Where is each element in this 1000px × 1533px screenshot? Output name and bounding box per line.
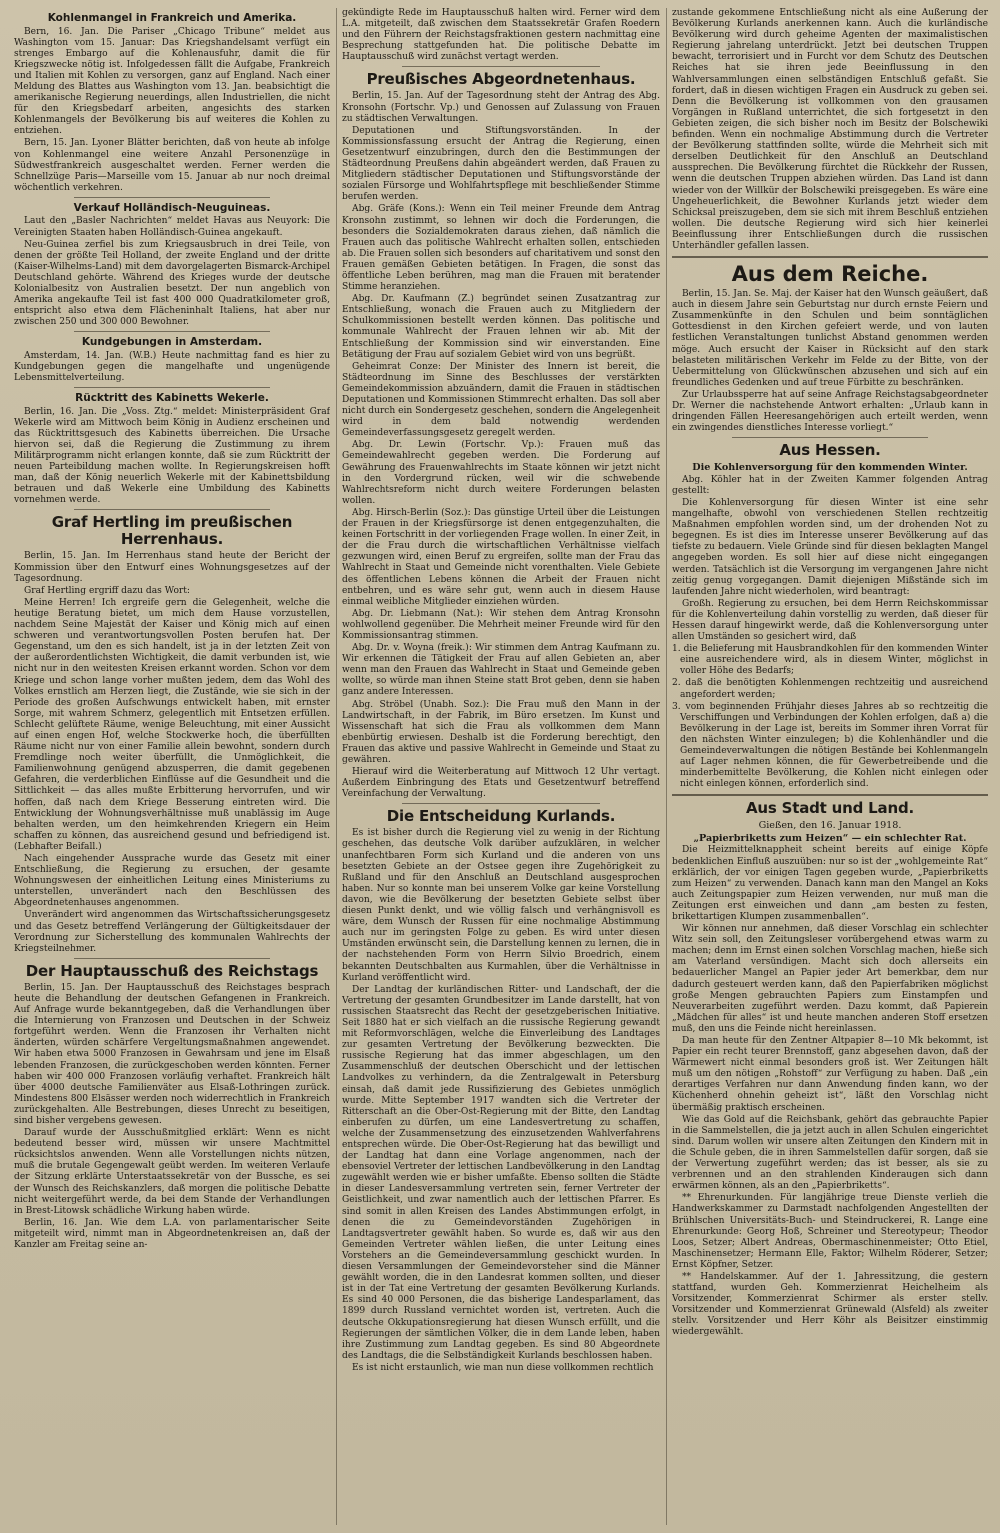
paragraph: gekündigte Rede im Hauptausschuß halten wird. Ferner wird dem L.A. mitgeteilt, daß zwischen dem Staatssekretär Grafen Roedern und den Führern der Reichstagsfraktionen gestern nachmittag eine Besprechung stattgefunden hat. Die politische Debatte im Hauptausschuß wird zunächst vertagt werden. (342, 8, 660, 63)
paragraph: Es ist nicht erstaunlich, wie man nun diese vollkommen rechtlich (352, 1362, 654, 1373)
paragraph: zustande gekommene Entschließung nicht als eine Äußerung der Bevölkerung Kurlands anerkennen kann. Auch die kurländische Bevölkerung wird durch geheime Agenten der maximalistischen Regierung jahrelang unterdrückt. Jetzt bei deutschen Truppen bewacht, terrorisiert und in Furcht vor dem Schutz des Deutschen Reiches hat sie ihren jede Beeinflussung in den Wahlversammlungen einen selbständigen Entschluß gefaßt. Sie fordert, daß in diesen wichtigen Fragen ein Ausdruck zu geben sei. Denn die Bevölkerung ist vollkommen von den grausamen Vorgängen in Rußland unterrichtet, die sich fortgesetzt in den Gebieten zeigen, die sich bisher noch im Besitz der Bolschewiki befinden. Wenn ein nochmalige Abstimmung durch die Vertreter der Bevölkerung stattfinden sollte, würde die Mehrheit sich mit derselben Deutlichkeit für den Anschluß an Deutschland aussprechen. Die Bevölkerung fürchtet die Rückkehr der Russen, wenn die deutschen Truppen abziehen würden. Das Land ist dann wieder von der Willkür der Bolschewiki preisgegeben. Es wäre eine Ungeheuerlichkeit, die Bewohner Kurlands jetzt wieder dem Schicksal preiszugeben, dem sie sich mit ihrem Beschluß entziehen wollen. Die deutsche Regierung wird sich hier keinerlei Beeinflussung ihrer Entschließungen durch die russischen Unterhändler gefallen lassen. (672, 8, 988, 251)
column-rule (666, 8, 667, 1525)
paragraph: Unverändert wird angenommen das Wirtschaftssicherungsgesetz und das Gesetz betreffend Verlängerung der Gültigkeitsdauer der Verordnung zur Sicherstellung des kommunalen Wahlrechts der Kriegsteilnehmer. (14, 910, 330, 954)
paragraph: Abg. Dr. v. Woyna (freik.): Wir stimmen dem Antrag Kaufmann zu. Wir erkennen die Tätigkeit der Frau auf allen Gebieten an, aber wenn man den Frauen das Wahlrecht in Staat und Gemeinde geben wollte, so würde man ihnen Steine statt Brot geben, denn sie haben ganz andere Interessen. (342, 643, 660, 698)
paragraph: Neu-Guinea zerfiel bis zum Kriegsausbruch in drei Teile, von denen der größte Teil Holland, der zweite England und der dritte (Kaiser-Wilhelms-Land) mit dem davorgelagerten Bismarck-Archipel Deutschland gehörte. Während des Krieges wurde der deutsche Kolonialbesitz von Australien besetzt. Der nun angeblich von Amerika angekaufte Teil ist fast 400 000 Quadratkilometer groß, entspricht also etwa dem Flächeninhalt Italiens, hat aber nur zwischen 250 und 300 000 Bewohner. (14, 239, 330, 328)
paragraph: Wir können nur annehmen, daß dieser Vorschlag ein schlechter Witz sein soll, den Zeitungsleser vorübergehend etwas warm zu machen; denn im Ernst einen solchen Vorschlag machen, hieße sich am Vaterland versündigen. Macht sich doch allerseits ein bedauerlicher Mangel an Papier jeder Art bemerkbar, dem nur dadurch gesteuert werden kann, daß den Papierfabriken möglichst große Mengen gebrauchten Papiers zum Einstampfen und Neuverarbeiten zugeführt werden. Dazu kommt, daß Papierein „Mädchen für alles“ ist und heute manchen anderen Stoff ersetzen muß, den uns die Feinde nicht hereinlassen. (672, 924, 988, 1034)
paragraph: Berlin, 16. Jan. Wie dem L.A. von parlamentarischer Seite mitgeteilt wird, nimmt man in Abgeordnetenkreisen an, daß der Kanzler am Freitag seine an- (14, 1217, 330, 1250)
paragraph: Graf Hertling ergriff dazu das Wort: (24, 585, 190, 596)
divider (74, 509, 270, 510)
headline: Kohlenmangel in Frankreich und Amerika. (47, 12, 297, 24)
headline: Graf Hertling im preußischen Herrenhaus. (51, 513, 293, 549)
divider (402, 803, 600, 804)
divider (672, 794, 988, 796)
subheadline: „Papierbriketts zum Heizen“ — ein schlechter Rat. (693, 832, 967, 844)
paragraph: ** Handelskammer. Auf der 1. Jahressitzung, die gestern stattfand, wurden Geh. Kommerzienrat Heichelheim als Vorsitzender, Kommerzienrat Schirmer als erster stellv. Vorsitzender und Kommerzienrat Grünewald (Alsfeld) als zweiter stellv. Vorsitzender und Herr Köhr als Beisitzer einstimmig wiedergewählt. (672, 1271, 988, 1338)
paragraph: Deputationen und Stiftungsvorständen. In der Kommissionsfassung ersucht der Antrag die Regierung, einen Gesetzentwurf einzubringen, durch den die Bestimmungen der Städteordnung Preußens dahin abgeändert werden, daß Frauen zu Mitgliedern städtischer Deputationen und Stiftungsvorstände der sozialen Fürsorge und Wohlfahrtspflege mit beschließender Stimme berufen werden. (342, 125, 660, 203)
paragraph: Berlin, 15. Jan. Auf der Tagesordnung steht der Antrag des Abg. Kronsohn (Fortschr. Vp.) und Genossen auf Zulassung von Frauen zu städtischen Verwaltungen. (342, 91, 660, 124)
subheadline: Die Kohlenversorgung für den kommenden Winter. (692, 462, 968, 474)
paragraph: Die Kohlenversorgung für diesen Winter ist eine sehr mangelhafte, obwohl von verschiedenen Stellen rechtzeitig Maßnahmen empfohlen worden sind, um der drohenden Not zu begegnen. Es ist dies im Interesse unserer Bevölkerung auf das tiefste zu bedauern. Viele Gründe sind für diesen beklagten Mangel angegeben worden. Es soll hier auf diese nicht eingegangen werden. Tatsächlich ist die Versorgung im vergangenen Jahre nicht zeitig genug vorgegangen. Damit diejenigen Mißstände sich im laufenden Jahre nicht wiederholen, wird beantragt: (672, 497, 988, 597)
paragraph: Berlin, 15. Jan. Se. Maj. der Kaiser hat den Wunsch geäußert, daß auch in diesem Jahre sein Geburtstag nur durch ernste Feiern und Zusammenkünfte in den Schulen und beim sonntäglichen Gottesdienst in den Kirchen gefeiert werde, und von lauten festlichen Veranstaltungen tunlichst Abstand genommen werden möge. Auch ersucht der Kaiser in Rücksicht auf den stark belasteten militärischen Verkehr im Felde zu der Bitte, von der Uebermittelung von Glückwünschen abzusehen und sich auf ein freundliches Gedenken und auf treue Fürbitte zu beschränken. (672, 289, 988, 388)
paragraph: Der Landtag der kurländischen Ritter- und Landschaft, der die Vertretung der gesamten Grundbesitzer im Lande darstellt, hat von russischen Staatsrecht das Recht der gesetzgeberischen Initiative. Seit 1880 hat er sich vielfach an die russische Regierung gewandt mit Reformvorschlägen, welche die Einverleibung des Landtages zur gesamten Vertretung der Bevölkerung bezweckten. Die russische Regierung hat das immer abgeschlagen, um den Zusammenschluß der deutschen Oberschicht und der lettischen Landvolkes zu verhindern, da die Zentralgewalt in Petersburg einsah, daß damit jede Russifizierung des Gebietes unmöglich wurde. Mitte September 1917 wandten sich die Vertreter der Ritterschaft an die Ober-Ost-Regierung mit der Bitte, den Landtag einberufen zu dürfen, um eine Landesvertretung zu schaffen, welche der Zusammensetzung des einzusetzenden Wahlverfahrens entsprechen würde. Die Ober-Ost-Regierung hat das bewilligt und der Landtag hat dann eine Vorlage angenommen, nach der ebensoviel Vertreter der lettischen Landbevölkerung in den Landtag zugewählt werden wie er bisher umfaßte. Ebenso sollten die Städte in dieser Landesversammlung vertreten sein, ferner Vertreter der Geistlichkeit, und zwar namentlich auch der lettischen Pfarrer. Es sind somit in allen Kreisen des Landes Abstimmungen erfolgt, in denen die zu Gemeindevorständen Zugehörigen in Landtagsvertreter gewählt haben. So wurde es, daß wir aus den Gemeinden Vertreter wählen ließen, die unter Leitung eines Vorstehers an die Gemeindeversammlung geschickt wurden. In diesen Versammlungen der Gemeindevorsteher sind die Männer gewählt worden, die in den Landesrat kommen sollten, und dieser ist in der Tat eine Vertretung der gesamten Bevölkerung Kurlands. Es sind 40 000 Personen, die das bisherige Landesparlament, das 1899 durch Russland vernichtet worden ist, vertreten. Auch die deutsche Okkupationsregierung hat diesen Wunsch erfüllt, und die Regierungen der sämtlichen Völker, die in dem Lande leben, haben ihre Zustimmung zum Landtag gegeben. Es sind 80 Abgeordnete des Landtags, die die Selbständigkeit Kurlands beschlossen haben. (342, 984, 660, 1361)
paragraph: Meine Herren! Ich ergreife gern die Gelegenheit, welche die heutige Beratung bietet, um mich dem Hause vorzustellen, nachdem Seine Majestät der Kaiser und König mich auf einen schweren und verantwortungsvollen Posten berufen hat. Der Gegenstand, um den es sich handelt, ist ja in der letzten Zeit von der außerordentlichsten Wichtigkeit, die damit verbunden ist, wie nicht nur in den weitesten Kreisen erkannt worden. Schon vor dem Kriege und schon lange vorher mußten jedem, dem das Wohl des Volkes ernstlich am Herzen liegt, die Zustände, wie sie sich in der Periode des großen Aufschwungs entwickelt haben, mit ernster Sorge, mit wahrem Schmerz, gelegentlich mit Entsetzen erfüllen. Schlecht gelüftete Räume, wenige Beleuchtung, mit einer Aussicht auf einen engen Hof, welche Stockwerke hoch, die überfüllten Räume nicht nur von einer Familie allein bewohnt, sondern durch Fremdlinge noch weiter überfüllt, die Unmöglichkeit, die Familienwohnung genügend abzusperren, die damit gegebenen Gefahren, die verderblichen Einflüsse auf die Gesundheit und die Sittlichkeit — das alles mußte Erbitterung hervorrufen, und wir hoffen, daß nach dem Kriege Besserung eintreten wird. Die Entwicklung der Wohnungsverhältnisse muß unablässig im Auge behalten werden, um den heimkehrenden Kriegern ein Heim schaffen zu können, das ausreichend gesund und befriedigend ist. (Lebhafter Beifall.) (14, 597, 330, 852)
paragraph: Nach eingehender Aussprache wurde das Gesetz mit einer Entschließung, die Regierung zu ersuchen, der gesamte Wohnungswesen der einheitlichen Leitung eines Ministeriums zu unterstellen, unverändert nach den Beschlüssen des Abgeordnetenhauses angenommen. (14, 854, 330, 909)
list-item: 2. daß die benötigten Kohlenmengen rechtzeitig und ausreichend angefordert werden; (672, 678, 988, 700)
paragraph: Laut den „Basler Nachrichten“ meldet Havas aus Neuyork: Die Vereinigten Staaten haben Holländisch-Guinea angekauft. (14, 216, 330, 238)
headline: Die Entscheidung Kurlands. (386, 807, 616, 826)
divider (672, 256, 988, 258)
divider (402, 66, 600, 67)
headline: Rücktritt des Kabinetts Wekerle. (75, 392, 269, 405)
paragraph: Bern, 16. Jan. Die Pariser „Chicago Tribune“ meldet aus Washington vom 15. Januar: Das Kriegshandelsamt verfügt ein strenges Embargo auf die Kohlenausfuhr, damit die für Kriegszwecke nötig ist. Infolgedessen fällt die Aufgabe, Frankreich und Italien mit Kohlen zu versorgen, ganz auf England. Nach einer Meldung des Blattes aus Washington vom 13. Jan. beabsichtigt die amerikanische Regierung neuerdings, allen Industriellen, die nicht für den Kriegsbedarf arbeiten, angesichts des starken Kohlenmangels der Bevölkerung bis auf weiteres die Kohlen zu entziehen. (14, 26, 330, 137)
divider (74, 958, 270, 959)
paragraph: Hierauf wird die Weiterberatung auf Mittwoch 12 Uhr vertagt. Außerdem Einbringung des Etats und Gesetzentwurf betreffend Vereinfachung der Verwaltung. (342, 767, 660, 800)
headline: Der Hauptausschuß des Reichstags (25, 961, 319, 980)
paragraph: Amsterdam, 14. Jan. (W.B.) Heute nachmittag fand es hier zu Kundgebungen gegen die mangelhafte und ungenügende Lebensmittelverteilung. (14, 350, 330, 384)
paragraph: Abg. Dr. Liebmann (Nat.): Wir stehen dem Antrag Kronsohn wohlwollend gegenüber. Die Mehrheit meiner Freunde wird für den Kommissionsantrag stimmen. (342, 608, 660, 641)
paragraph: Berlin, 15. Jan. Im Herrenhaus stand heute der Bericht der Kommission über den Entwurf eines Wohnungsgesetzes auf der Tagesordnung. (14, 551, 330, 584)
headline: Aus Hessen. (779, 441, 881, 460)
headline: Preußisches Abgeordnetenhaus. (366, 70, 636, 89)
paragraph: Großh. Regierung zu ersuchen, bei dem Herrn Reichskommissar für die Kohlenverteilung dahin vorstellig zu werden, daß dieser für Hessen darauf hingewirkt werde, daß die Kohlenversorgung unter allen Umständen so gesichert wird, daß (672, 598, 988, 643)
paragraph: Da man heute für den Zentner Altpapier 8—10 Mk bekommt, ist Papier ein recht teurer Brennstoff, ganz abgesehen davon, daß der Wärmewert nicht einmal besonders groß ist. Wer Zeitungen hält muß um den nötigen „Rohstoff“ zur Verfügung zu haben. Daß „ein derartiges Verfahren nur dann Anwendung finden kann, wo der Küchenherd ohnehin geheizt ist“, läßt den Vorschlag nicht übermäßig praktisch erscheinen. (672, 1036, 988, 1113)
paragraph: Abg. Dr. Lewin (Fortschr. Vp.): Frauen muß das Gemeindewahlrecht gegeben werden. Die Forderung auf Gewährung des Frauenwahlrechts im Staate können wir jetzt nicht in den Vordergrund rücken, weil wir die schwebende Wahlrechtsreform nicht durch weitere Forderungen belasten wollen. (342, 440, 660, 506)
headline: Kundgebungen in Amsterdam. (81, 336, 263, 349)
paragraph: Es ist bisher durch die Regierung viel zu wenig in der Richtung geschehen, das deutsche Volk darüber aufzuklären, in welcher unanfechtbaren Form sich Kurland und die anderen von uns besetzten Gebiete an der Ostsee gegen ihre Zugehörigkeit zu Rußland und für den Anschluß an Deutschland ausgesprochen haben. Nur so konnte man bei unserem Volke gar keine Vorstellung davon, wie die Bevölkerung der besetzten Gebiete selbst über diesen Punkt denkt, und wie völlig falsch und verhängnisvoll es wäre, dem Wunsch der Russen für eine nochmalige Abstimmung auch nur im geringsten Folge zu geben. Es wird unter diesen Umständen erwünscht sein, die Darstellung kennen zu lernen, die in der nachstehenden Form von Herrn Silvio Broedrich, einem bekannten Deutschbalten aus Kurmahlen, über die Verhältnisse in Kurland veröffentlicht wird. (342, 828, 660, 983)
paragraph: Berlin, 16. Jan. Die „Voss. Ztg.“ meldet: Ministerpräsident Graf Wekerle wird am Mittwoch beim König in Audienz erscheinen und das Rücktrittsgesuch des Kabinetts überreichen. Die Ursache hiervon sei, daß die Regierung die Zustimmung zu ihrem Militärprogramm nicht erlangen konnte, daß sie zum Rücktritt der neuen Parteibildung machen wollte. In Regierungskreisen hofft man, daß der König neuerlich Wekerle mit der Kabinettsbildung betrauen und daß Wekerle eine Umbildung des Kabinetts vornehmen werde. (14, 406, 330, 506)
paragraph: Darauf wurde der Ausschußmitglied erklärt: Wenn es nicht bedeutend besser wird, müssen wir unsere Machtmittel rücksichtslos anwenden. Wenn alle Vorstellungen nichts nützen, muß die brutale Gegengewalt geübt werden. Im weiteren Verlaufe der Sitzung erklärte Unterstaatssekretär von der Bussche, es sei der Wunsch des Reichskanzlers, daß morgen die politische Debatte nicht weitergeführt werde, da bei dem Stande der Verhandlungen in Brest-Litowsk schädliche Wirkung haben würde. (14, 1128, 330, 1216)
column-1 (14, 8, 330, 1525)
list-item: 3. vom beginnenden Frühjahr dieses Jahres ab so rechtzeitig die Verschiffungen und Verbindungen der Kohlen erfolgen, daß a) die Bevölkerung in der Lage ist, bereits im Sommer ihren Vorrat für den nächsten Winter einzulegen; b) die Kohlenhändler und die Gemeindeverwaltungen die nötigen Bestände bei Kohlenmangeln auf Lager nehmen können, die für Gewerbetreibende und die minderbemittelte Bevölkerung, die Kohlen nicht einlegen oder nicht einlegen können, erforderlich sind. (672, 701, 988, 790)
headline: Aus Stadt und Land. (746, 799, 914, 818)
paragraph: Berlin, 15. Jan. Der Hauptausschuß des Reichstages besprach heute die Behandlung der deutschen Gefangenen in Frankreich. Auf Anfrage wurde bekanntgegeben, daß die Verhandlungen über die Internierung von Franzosen und Deutschen in der Schweiz fortgeführt werden. Wenn die Franzosen ihr Verhalten nicht änderten, würden schärfere Vergeltungsmaßnahmen angewendet. Wir haben etwa 5000 Franzosen in Gewahrsam und jene im Elsaß lebenden Franzosen, die zurückgeschoben werden könnten. Ferner haben wir 400 000 Franzosen vorläufig verhaftet. Frankreich hält über 4000 deutsche Familienväter aus Elsaß-Lothringen zurück. Mindestens 800 Elsässer werden noch widerrechtlich in Frankreich zurückgehalten. Alle Bestrebungen, dieses Unrecht zu beseitigen, sind bisher vergebens gewesen. (14, 982, 330, 1126)
divider (74, 197, 270, 198)
headline: Aus dem Reiche. (731, 262, 929, 287)
paragraph: ** Ehrenurkunden. Für langjährige treue Dienste verlieh die Handwerkskammer zu Darmstadt nachfolgenden Angestellten der Brühlschen Universitäts-Buch- und Steindruckerei, R. Lange eine Ehrenurkunde: Georg Hoß, Schreiner und Stereotypeur; Theodor Loos, Setzer; Albert Andreas, Obermaschinenmeister; Otto Etiel, Maschinensetzer; Hermann Elle, Faktor; Wilhelm Röderer, Setzer; Ernst Köpfner, Setzer. (672, 1193, 988, 1270)
paragraph: Zur Urlaubssperre hat auf seine Anfrage Reichstagsabgeordneter Dr. Werner die nachstehende Antwort erhalten: „Urlaub kann in dringenden Fällen Heeresangehörigen auch erteilt werden, wenn ein zwingendes dienstliches Interesse vorliegt.“ (672, 389, 988, 434)
paragraph: Abg. Hirsch-Berlin (Soz.): Das günstige Urteil über die Leistungen der Frauen in der Kriegsfürsorge ist denen entgegenzuhalten, die keinen Fortschritt in der vorliegenden Frage wollen. In einer Zeit, in der die Frau durch die wirtschaftlichen Verhältnisse vielfach gezwungen wird, einen Beruf zu ergreifen, sollte man der Frau das Wahlrecht in Staat und Gemeinde nicht vorenthalten. Viele Gebiete des öffentlichen Lebens können die Arbeit der Frauen nicht entbehren, und es wäre sehr gut, wenn auch in diesem Hause einmal weibliche Mitglieder einziehen würden. (342, 507, 660, 607)
paragraph: Abg. Dr. Kaufmann (Z.) begründet seinen Zusatzantrag zur Entschließung, wonach die Frauen auch zu Mitgliedern der Schulkommissionen bestellt werden können. Das politische und kommunale Wahlrecht der Frauen lehnen wir ab. Mit der Entschließung der Kommission sind wir einverstanden. Eine Betätigung der Frau auf sozialem Gebiet wird von uns begrüßt. (342, 294, 660, 360)
divider (74, 387, 270, 388)
paragraph: Wie das Gold auf die Reichsbank, gehört das gebrauchte Papier in die Sammelstellen, die ja jetzt auch in allen Schulen eingerichtet sind. Darum wollen wir unsere alten Zeitungen den Kindern mit in die Schule geben, die in ihren Sammelstellen dafür sorgen, daß sie der Verwertung zugeführt werden; das ist besser, als sie zu verbrennen und an den strahlenden Kinderaugen sich dann erwärmen können, als an den „Papierbriketts“. (672, 1114, 988, 1192)
paragraph: Bern, 15. Jan. Lyoner Blätter berichten, daß von heute ab infolge von Kohlenmangel eine weitere Anzahl Personenzüge in Südwestfrankreich ausgeschaltet werden. Ferner werden die Schnellzüge Paris—Marseille vom 15. Januar ab nur noch dreimal wöchentlich verkehren. (14, 138, 330, 193)
paragraph: Abg. Köhler hat in der Zweiten Kammer folgenden Antrag gestellt: (672, 474, 988, 496)
divider (732, 437, 928, 438)
headline: Verkauf Holländisch-Neuguineas. (73, 201, 271, 214)
paragraph: Geheimrat Conze: Der Minister des Innern ist bereit, die Städteordnung im Sinne des Beschlusses der verstärkten Gemeindekommission abzuändern, damit die Frauen in städtischen Deputationen und Kommissionen Stimmrecht erhalten. Das soll aber nicht durch ein Sondergesetz geschehen, sondern die Angelegenheit wird in dem bald notwendig werdenden Gemeindeverfassungsgesetz geregelt werden. (342, 361, 660, 439)
paragraph: Abg. Gräfe (Kons.): Wenn ein Teil meiner Freunde dem Antrag Kronsohn zustimmt, so lehnen wir doch die Forderungen, die besonders die Sozialdemokraten daraus ziehen, daß nämlich die Frauen auch das politische Wahlrecht erhalten sollen, entschieden ab. Die Frauen sollen sich besonders auf charitativem und sonst den Frauen gemäßen Gebieten betätigen. In Fragen, die sonst das öffentliche Leben berühren, mag man die Frauen mit beratender Stimme heranziehen. (342, 204, 660, 293)
column-3 (672, 8, 988, 1525)
list-item: 1. die Belieferung mit Hausbrandkohlen für den kommenden Winter eine ausreichendere wird, als in diesem Winter, möglichst in voller Höhe des Bedarfs; (672, 644, 988, 677)
divider (74, 331, 270, 332)
column-2 (342, 8, 660, 1525)
paragraph: Abg. Ströbel (Unabh. Soz.): Die Frau muß den Mann in der Landwirtschaft, in der Fabrik, im Büro ersetzen. Im Kunst und Wissenschaft hat sich die Frau als vollkommen dem Mann ebenbürtig erwiesen. Deshalb ist die Forderung berechtigt, den Frauen das aktive und passive Wahlrecht in Gemeinde und Staat zu gewähren. (342, 699, 660, 765)
paragraph: Die Heizmittelknappheit scheint bereits auf einige Köpfe bedenklichen Einfluß auszuüben: nur so ist der „wohlgemeinte Rat“ erklärlich, der vor einigen Tagen gegeben wurde, „Papierbriketts zum Heizen“ zu verwenden. Danach kann man den Mangel an Koks auch Zeitungspapier zum Heizen verwenden, nur muß man die Zeitungen erst einweichen und dann „am besten zu festen, brikettartigen Klumpen zusammenballen“. (672, 845, 988, 922)
dateline: Gießen, den 16. Januar 1918. (758, 820, 902, 832)
column-rule (336, 8, 337, 1525)
